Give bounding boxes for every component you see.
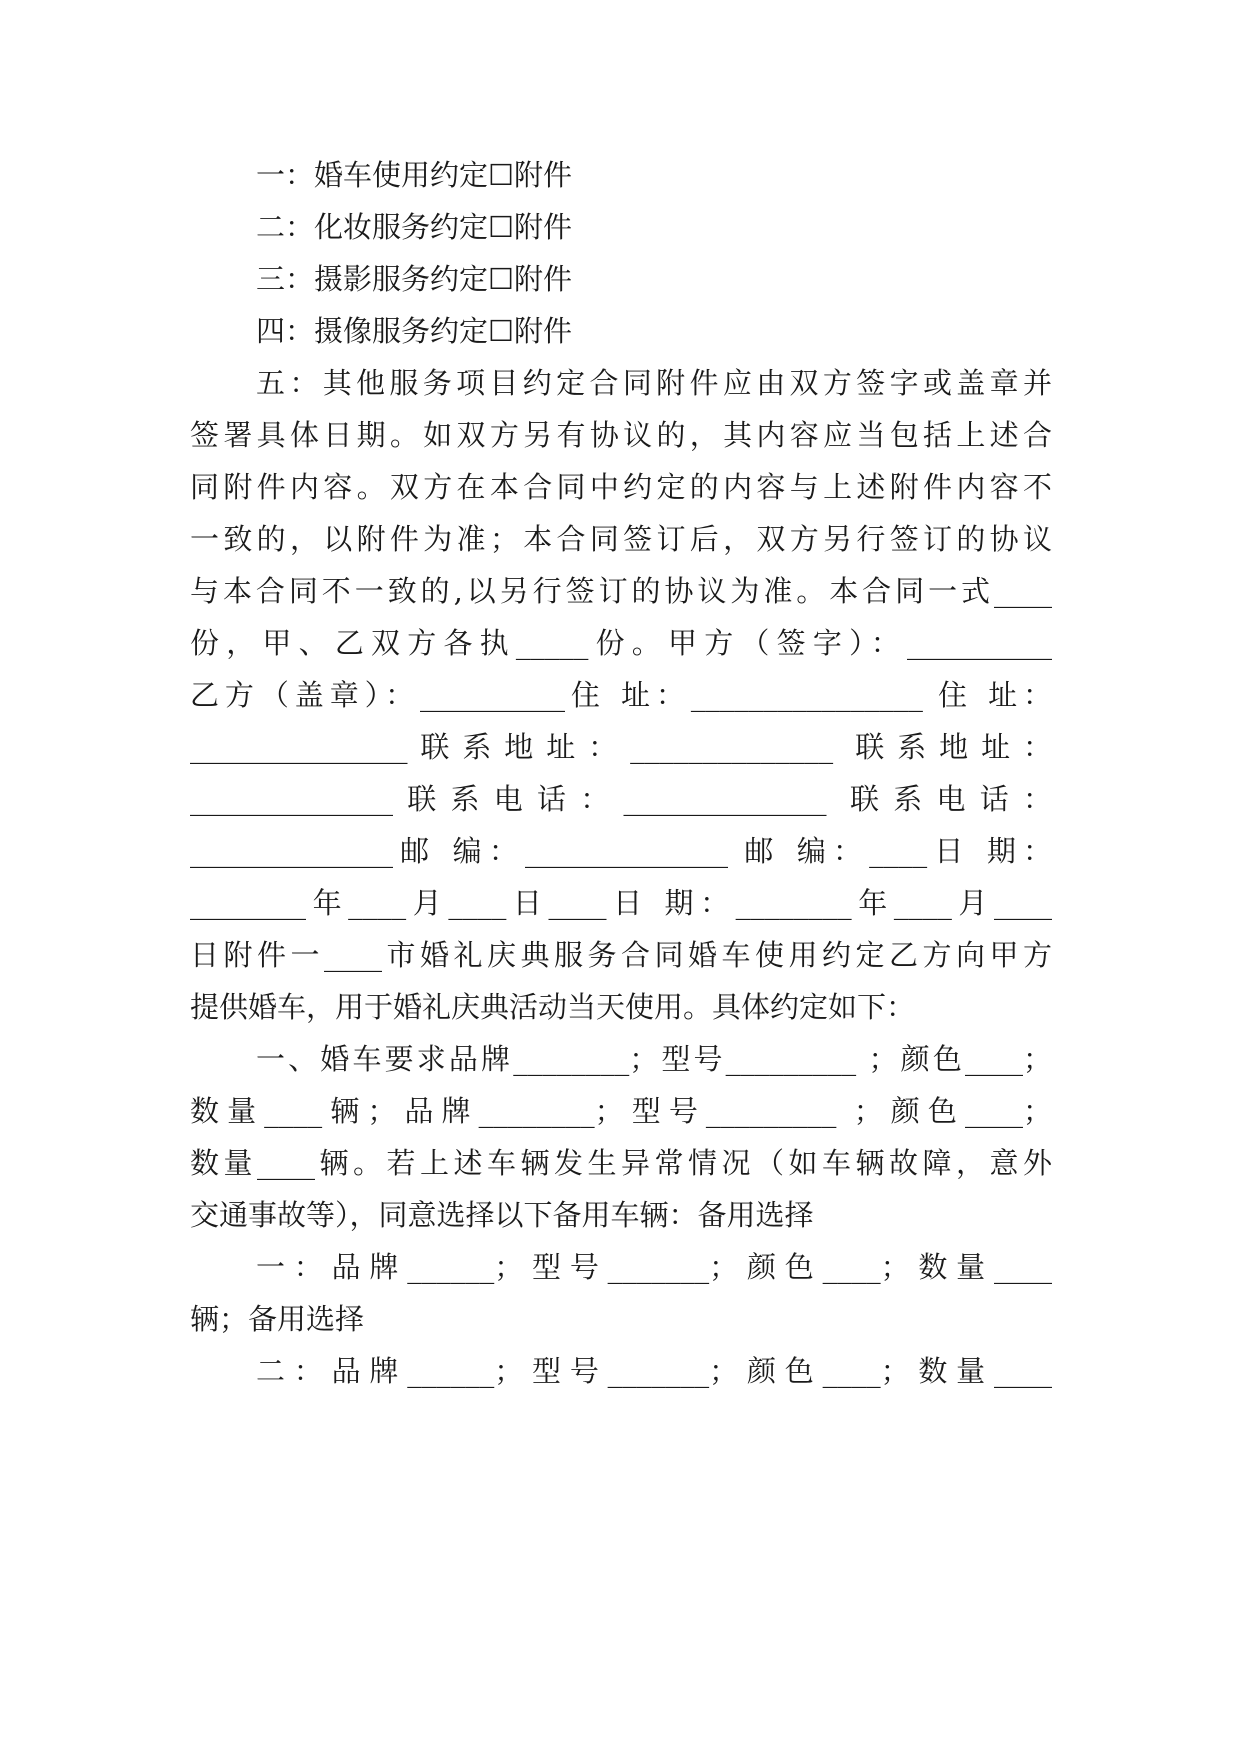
text-line: 数量____辆。若上述车辆发生异常情况（如车辆故障，意外 bbox=[190, 1146, 1052, 1180]
text-line: ________年____月____日____日 期：________年____月____ bbox=[190, 886, 1052, 920]
text-line: 五：其他服务项目约定合同附件应由双方签字或盖章并 bbox=[256, 366, 1052, 400]
text-line: ______________邮 编：______________ 邮 编：____日 期： bbox=[190, 834, 1052, 868]
text-line: 同附件内容。双方在本合同中约定的内容与上述附件内容不 bbox=[190, 470, 1052, 504]
text-line: 一：婚车使用约定☐附件 bbox=[256, 158, 572, 192]
text-line: 交通事故等），同意选择以下备用车辆：备用选择 bbox=[190, 1198, 814, 1232]
text-line: 辆；备用选择 bbox=[190, 1302, 365, 1336]
text-line: 二：化妆服务约定☐附件 bbox=[256, 210, 572, 244]
text-line: 一、婚车要求品牌________；型号_________ ；颜色____； bbox=[256, 1042, 1052, 1076]
text-line: 份，甲、乙双方各执_____份。甲方（签字）：__________ bbox=[190, 626, 1052, 660]
text-line: 乙方（盖章）：__________住 址：________________ 住 址： bbox=[190, 678, 1052, 712]
text-line: _______________联系地址：______________ 联系地址： bbox=[190, 730, 1052, 764]
text-line: 四：摄像服务约定☐附件 bbox=[256, 314, 572, 348]
text-line: 一致的，以附件为准；本合同签订后，双方另行签订的协议 bbox=[190, 522, 1052, 556]
text-line: 三：摄影服务约定☐附件 bbox=[256, 262, 572, 296]
text-line: 与本合同不一致的,以另行签订的协议为准。本合同一式____ bbox=[190, 574, 1052, 608]
text-line: 一：品牌______；型号_______；颜色____；数量____ bbox=[256, 1250, 1052, 1284]
text-line: 签署具体日期。如双方另有协议的，其内容应当包括上述合 bbox=[190, 418, 1052, 452]
text-line: 二：品牌______；型号_______；颜色____；数量____ bbox=[256, 1354, 1052, 1388]
text-line: 日附件一____市婚礼庆典服务合同婚车使用约定乙方向甲方 bbox=[190, 938, 1052, 972]
text-line: 数量____辆；品牌________；型号_________ ；颜色____； bbox=[190, 1094, 1052, 1128]
text-line: ______________联系电话：______________ 联系电话： bbox=[190, 782, 1052, 816]
text-line: 提供婚车，用于婚礼庆典活动当天使用。具体约定如下： bbox=[190, 990, 916, 1024]
